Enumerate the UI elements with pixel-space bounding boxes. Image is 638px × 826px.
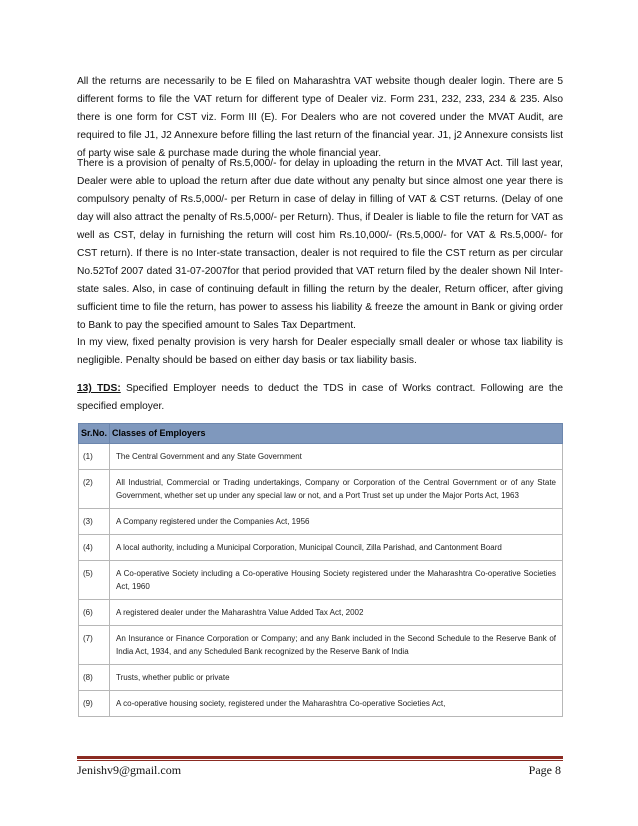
row-number: (8) [79, 665, 110, 691]
row-text: All Industrial, Commercial or Trading undertakings, Company or Corporation of the Central Government or of any State Government, whether set up under any special law or not, and a Port Trust set up under the Major Ports Act, 1963 [110, 470, 563, 509]
table-row [79, 691, 563, 717]
row-text: A local authority, including a Municipal Corporation, Municipal Council, Zilla Parishad, and Cantonment Board [110, 535, 563, 561]
paragraph-opinion: In my view, fixed penalty provision is very harsh for Dealer especially small dealer or whose tax liability is negligible. Penalty should be based on either day basis or tax liability basis. [77, 337, 563, 366]
row-number: (7) [79, 626, 110, 665]
table-row [79, 470, 563, 509]
row-text: An Insurance or Finance Corporation or Company; and any Bank included in the Second Schedule to the Reserve Bank of India Act, 1934, and any Scheduled Bank recognized by the Reserve Bank of India [110, 626, 563, 665]
table-row [79, 665, 563, 691]
footer-divider-thick [77, 756, 563, 759]
table-row [79, 626, 563, 665]
row-text: Trusts, whether public or private [110, 665, 563, 691]
paragraph-penalty: There is a provision of penalty of Rs.5,000/- for delay in uploading the return in the MVAT Act. Till last year, Dealer were able to upload the return after due date without any penalty but since almost one year there is compulsory penalty of Rs.5,000/- per Return in case of delay in filling of VAT & CST returns. (Delay of one day will also attract the penalty of Rs.5,000/- per Return). Thus, if Dealer is liable to file the return for VAT as well as CST, delay in furnishing the return will cost him Rs.10,000/- (Rs.5,000/- for VAT & Rs.5,000/- for CST return). If there is no Inter-state transaction, dealer is not required to file the CST return as per circular No.52Tof 2007 dated 31-07-2007for that period provided that VAT return filed by the dealer shown Nil Inter-state sales. Also, in case of continuing default in filling the return by the dealer, Return officer, after giving sufficient time to file the return, has power to assess his liability & freeze the amount in Bank or giving order to Bank to pay the specified amount to Sales Tax Department. [77, 158, 563, 331]
table-row [79, 535, 563, 561]
row-number: (4) [79, 535, 110, 561]
footer-divider-thin [77, 760, 563, 761]
row-text: A co-operative housing society, registered under the Maharashtra Co-operative Societies Act, [110, 691, 563, 717]
paragraph-efiling: All the returns are necessarily to be E filed on Maharashtra VAT website though dealer login. There are 5 different forms to file the VAT return for different type of Dealer viz. Form 231, 232, 233, 234 & 235. Also there is one form for CST viz. Form III (E). For Dealers who are not covered under the MVAT Audit, are required to file J1, J2 Annexure before filling the last return of the financial year. J1, j2 Annexure consists list of party wise sale & purchase made during the whole financial year. [77, 76, 563, 159]
table-row [79, 561, 563, 600]
footer-email: Jenishv9@gmail.com [77, 763, 182, 777]
footer-page-number: Page 8 [528, 763, 561, 777]
paragraph-tds [77, 380, 563, 416]
header-sr-no: Sr.No. [79, 424, 110, 444]
row-text: The Central Government and any State Government [110, 444, 563, 470]
row-number: (5) [79, 561, 110, 600]
row-text: A registered dealer under the Maharashtra Value Added Tax Act, 2002 [110, 600, 563, 626]
row-text: A Company registered under the Companies Act, 1956 [110, 509, 563, 535]
row-number: (6) [79, 600, 110, 626]
table-row [79, 444, 563, 470]
row-number: (1) [79, 444, 110, 470]
tds-body-text: Specified Employer needs to deduct the TDS in case of Works contract. Following are the specified employer. [77, 383, 563, 412]
section-heading-tds: 13) TDS: [77, 383, 121, 394]
employers-table [78, 423, 563, 717]
row-text: A Co-operative Society including a Co-operative Housing Society registered under the Maharashtra Co-operative Societies Act, 1960 [110, 561, 563, 600]
table-row [79, 600, 563, 626]
row-number: (3) [79, 509, 110, 535]
row-number: (9) [79, 691, 110, 717]
table-row [79, 509, 563, 535]
table-header-row [79, 424, 563, 444]
header-classes: Classes of Employers [110, 424, 563, 444]
row-number: (2) [79, 470, 110, 509]
